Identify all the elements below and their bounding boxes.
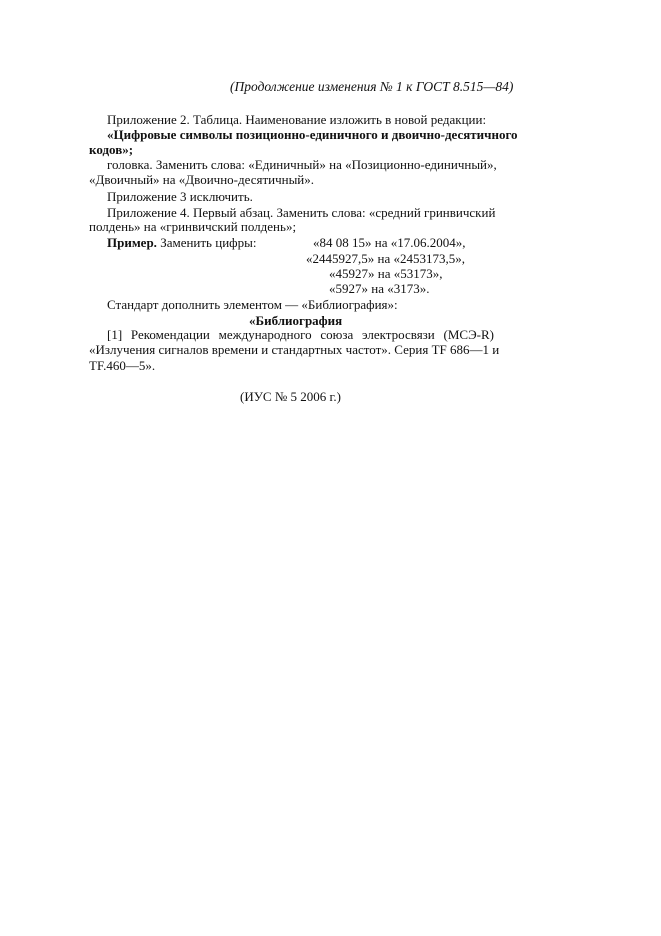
bibliography-title: «Библиография [249, 313, 343, 328]
example-text: Заменить цифры: [160, 235, 257, 250]
example-row-4: «5927» на «3173». [329, 281, 430, 296]
paragraph-appendix-4-line-1: Приложение 4. Первый абзац. Заменить слова: «средний гринвичский [107, 205, 496, 220]
example-label: Пример. [107, 235, 157, 250]
example-row-3: «45927» на «53173», [329, 266, 443, 281]
footer-ius: (ИУС № 5 2006 г.) [240, 389, 341, 404]
paragraph-appendix-2: Приложение 2. Таблица. Наименование изложить в новой редакции: [107, 112, 487, 127]
reference-line-1: [1] Рекомендации международного союза электросвязи (МСЭ-R) [107, 327, 494, 342]
example-line [107, 235, 256, 251]
paragraph-appendix-4-line-2: полдень» на «гринвичский полдень»; [89, 219, 297, 234]
continuation-header: (Продолжение изменения № 1 к ГОСТ 8.515—84) [230, 79, 514, 94]
paragraph-heading-line-2: «Двоичный» на «Двоично-десятичный». [89, 172, 315, 187]
paragraph-heading-line-1: головка. Заменить слова: «Единичный» на «Позиционно-единичный», [107, 157, 497, 172]
reference-line-3: TF.460—5». [89, 358, 156, 373]
bold-title-line-1: «Цифровые символы позиционно-единичного и двоично-десятичного [107, 127, 518, 142]
paragraph-bibliography-intro: Стандарт дополнить элементом — «Библиография»: [107, 297, 398, 312]
bold-title-line-2: кодов»; [89, 142, 134, 157]
reference-line-2: «Излучения сигналов времени и стандартных частот». Серия TF 686—1 и [89, 342, 500, 357]
example-row-1: «84 08 15» на «17.06.2004», [313, 235, 466, 250]
paragraph-appendix-3: Приложение 3 исключить. [107, 189, 253, 204]
example-row-2: «2445927,5» на «2453173,5», [306, 251, 465, 266]
